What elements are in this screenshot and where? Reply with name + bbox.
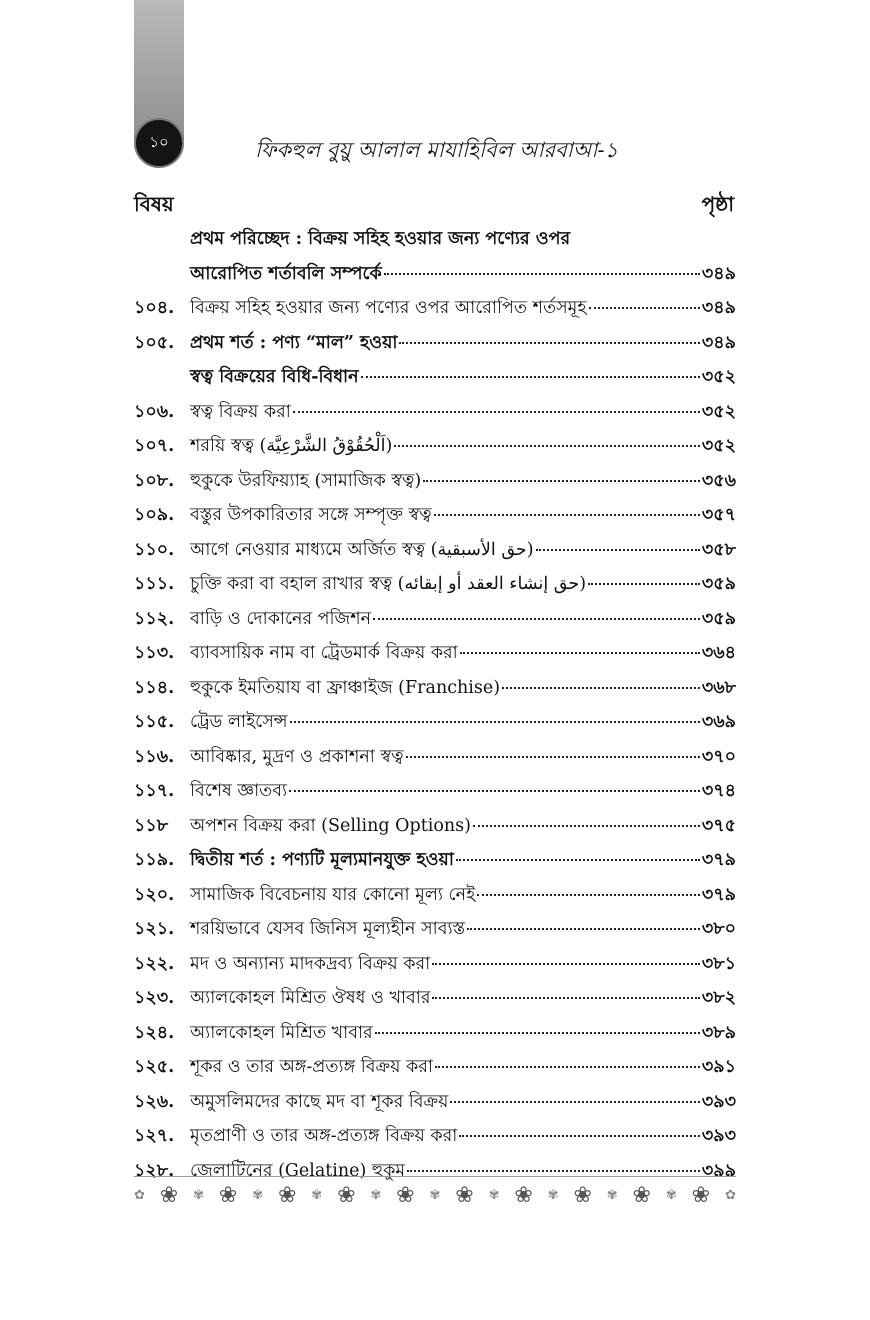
toc-entry-title: ট্রেড লাইসেন্স [190, 712, 288, 732]
toc-leader-dots [435, 1066, 700, 1068]
running-title: ফিকহুল বুয়ু আলাল মাযাহিবিল আরবাআ-১ [255, 138, 619, 162]
toc-row [134, 709, 736, 744]
toc-entry-number: ১০৮. [134, 470, 175, 491]
toc-entry-page: ৩৫৭ [701, 505, 736, 525]
toc-entry-page: ৩৬৪ [701, 643, 736, 663]
toc-row [134, 916, 736, 951]
toc-entry-title: অ্যালকোহল মিশ্রিত ঔষধ ও খাবার [190, 988, 431, 1008]
toc-entry-number: ১১৮ [134, 815, 169, 836]
toc-entry-page: ৩৯৯ [701, 1160, 736, 1181]
toc-entry-title: বিক্রয় সহিহ হওয়ার জন্য পণ্যের ওপর আরোপিত শর্তসমূহ [190, 298, 587, 318]
toc-entry-number: ১১০. [134, 539, 175, 560]
toc-entry-number: ১২০. [134, 884, 175, 905]
toc-row [134, 847, 736, 882]
toc-entry-title: অ্যালকোহল মিশ্রিত খাবার [190, 1022, 373, 1043]
toc-entry-page: ৩৪৯ [701, 263, 736, 284]
toc-leader-dots [290, 721, 700, 723]
toc-entry-page: ৩৫২ [701, 401, 736, 422]
toc-entry-title: বাড়ি ও দোকানের পজিশন [190, 608, 372, 629]
toc-entry-title: স্বত্ব বিক্রয় করা [190, 401, 291, 422]
toc-entry-number: ১০৪. [134, 298, 175, 318]
page-column-heading: পৃষ্ঠা [701, 192, 734, 216]
toc-row [134, 606, 736, 641]
toc-entry-number: ১১৭. [134, 781, 175, 801]
toc-row [134, 951, 736, 986]
toc-entry-title: শরয়িভাবে যেসব জিনিস মূল্যহীন সাব্যস্ত [190, 919, 466, 939]
toc-entry-page: ৩৮১ [701, 953, 736, 974]
toc-entry-page: ৩৯৩ [701, 1091, 736, 1112]
toc-row [134, 330, 736, 365]
table-of-contents [134, 226, 736, 1192]
toc-leader-dots [460, 652, 700, 654]
toc-entry-title: অমুসলিমদের কাছে মদ বা শূকর বিক্রয় [190, 1091, 449, 1112]
toc-row [134, 675, 736, 710]
toc-leader-dots [289, 790, 700, 792]
toc-entry-title: হুকুকে উরফিয়্যাহ (সামাজিক স্বত্ব) [190, 470, 422, 491]
toc-entry-page: ৩৫৯ [701, 574, 736, 594]
toc-entry-page: ৩৮২ [701, 988, 736, 1008]
toc-entry-number: ১২৭. [134, 1126, 175, 1146]
toc-entry-number: ১১২. [134, 608, 175, 629]
toc-leader-dots [406, 756, 700, 758]
toc-entry-page: ৩৪৯ [701, 332, 736, 353]
toc-entry-page: ৩৭৯ [701, 850, 736, 870]
toc-entry-page: ৩৯১ [701, 1057, 736, 1077]
toc-entry-page: ৩৭০ [701, 746, 736, 767]
toc-entry-page: ৩৭৪ [701, 781, 736, 801]
toc-entry-number: ১০৭. [134, 436, 175, 456]
toc-entry-number: ১২১. [134, 919, 175, 939]
toc-entry-number: ১০৯. [134, 505, 175, 525]
toc-entry-title: স্বত্ব বিক্রয়ের বিধি-বিধান [190, 367, 359, 387]
toc-leader-dots [432, 963, 700, 965]
toc-entry-number: ১২৮. [134, 1160, 175, 1181]
toc-entry-title: দ্বিতীয় শর্ত : পণ্যটি মূল্যমানযুক্ত হওয়া [190, 850, 454, 870]
toc-entry-number: ১২৩. [134, 988, 175, 1008]
toc-entry-number: ১০৬. [134, 401, 175, 422]
toc-row [134, 640, 736, 675]
toc-entry-page: ৩৮০ [701, 919, 736, 939]
toc-leader-dots [450, 1101, 699, 1103]
toc-entry-title: বস্তুর উপকারিতার সঙ্গে সম্পৃক্ত স্বত্ব [190, 505, 432, 525]
toc-row [134, 226, 736, 261]
toc-leader-dots [588, 583, 700, 585]
toc-entry-title: জেলাটিনের (Gelatine) হুকুম [190, 1160, 406, 1181]
footer-divider [134, 1176, 736, 1177]
toc-entry-title: শরয়ি স্বত্ব (اَلْحُقُوْقُ الشَّرْعِيَّة) [190, 436, 393, 456]
toc-row [134, 744, 736, 779]
toc-leader-dots [589, 307, 700, 309]
toc-row [134, 364, 736, 399]
flower-ornament-icon: ✿ ❀ ✾ ❀ ✾ ❀ ✾ ❀ ✾ ❀ ✾ ❀ ✾ ❀ ✾ ❀ ✾ ❀ ✾ ❀ ✿ [134, 1182, 736, 1208]
toc-entry-page: ৩৫৮ [701, 539, 736, 560]
toc-row [134, 1020, 736, 1055]
toc-entry-page: ৩৭৫ [701, 815, 736, 836]
toc-leader-dots [361, 376, 700, 378]
toc-row [134, 399, 736, 434]
toc-row [134, 778, 736, 813]
toc-entry-title: আগে নেওয়ার মাধ্যমে অর্জিত স্বত্ব (حق الأسبقية) [190, 539, 534, 560]
toc-leader-dots [373, 618, 700, 620]
toc-entry-page: ৩৭৯ [701, 884, 736, 905]
toc-leader-dots [423, 480, 700, 482]
toc-entry-page: ৩৬৯ [701, 712, 736, 732]
toc-entry-page: ৩৯৩ [701, 1126, 736, 1146]
toc-entry-number: ১২২. [134, 953, 175, 974]
toc-entry-title: আবিষ্কার, মুদ্রণ ও প্রকাশনা স্বত্ব [190, 746, 404, 767]
toc-entry-page: ৩৫৬ [701, 470, 736, 491]
toc-entry-page: ৩৫২ [701, 367, 736, 387]
toc-leader-dots [384, 273, 700, 275]
toc-entry-title: বিশেষ জ্ঞাতব্য [190, 781, 288, 801]
toc-row [134, 502, 736, 537]
subject-column-heading: বিষয় [134, 192, 174, 216]
toc-row [134, 261, 736, 296]
toc-row [134, 468, 736, 503]
toc-leader-dots [434, 514, 700, 516]
toc-entry-number: ১১১. [134, 574, 175, 594]
toc-entry-title: মদ ও অন্যান্য মাদকদ্রব্য বিক্রয় করা [190, 953, 431, 974]
toc-entry-page: ৩৫৯ [701, 608, 736, 629]
toc-entry-title: হুকুকে ইমতিয়ায বা ফ্রাঞ্চাইজ (Franchise) [190, 677, 501, 698]
toc-leader-dots [293, 411, 700, 413]
toc-entry-number: ১২৫. [134, 1057, 175, 1077]
toc-entry-title: অপশন বিক্রয় করা (Selling Options) [190, 815, 471, 836]
toc-row [134, 295, 736, 330]
toc-entry-number: ১১৬. [134, 746, 175, 767]
toc-leader-dots [467, 928, 700, 930]
toc-entry-title: আরোপিত শর্তাবলি সম্পর্কে [190, 263, 382, 284]
toc-entry-number: ১২৪. [134, 1022, 175, 1043]
toc-leader-dots [394, 445, 700, 447]
toc-entry-title: প্রথম শর্ত : পণ্য “মাল” হওয়া [190, 332, 398, 353]
toc-row [134, 571, 736, 606]
toc-entry-number: ১১৫. [134, 712, 175, 732]
toc-row [134, 882, 736, 917]
toc-leader-dots [536, 549, 700, 551]
toc-entry-title: প্রথম পরিচ্ছেদ : বিক্রয় সহিহ হওয়ার জন্য পণ্যের ওপর [190, 229, 571, 249]
toc-entry-title: মৃতপ্রাণী ও তার অঙ্গ-প্রত্যঙ্গ বিক্রয় করা [190, 1126, 458, 1146]
toc-entry-number: ১১৪. [134, 677, 175, 698]
toc-row [134, 1089, 736, 1124]
toc-row [134, 1054, 736, 1089]
toc-entry-page: ৩৪৯ [701, 298, 736, 318]
toc-leader-dots [456, 859, 700, 861]
toc-entry-title: সামাজিক বিবেচনায় যার কোনো মূল্য নেই [190, 884, 476, 905]
toc-entry-title: চুক্তি করা বা বহাল রাখার স্বত্ব (حق إنشاء العقد أو إبقائه) [190, 574, 587, 594]
toc-row [134, 537, 736, 572]
toc-row [134, 985, 736, 1020]
toc-leader-dots [407, 1170, 700, 1172]
toc-row [134, 433, 736, 468]
toc-row [134, 813, 736, 848]
toc-leader-dots [459, 1135, 700, 1137]
toc-entry-page: ৩৬৮ [701, 677, 736, 698]
toc-entry-title: শূকর ও তার অঙ্গ-প্রত্যঙ্গ বিক্রয় করা [190, 1057, 433, 1077]
toc-entry-title: ব্যাবসায়িক নাম বা ট্রেডমার্ক বিক্রয় করা [190, 643, 458, 663]
toc-entry-number: ১১৯. [134, 850, 175, 870]
toc-entry-page: ৩৮৯ [701, 1022, 736, 1043]
toc-leader-dots [473, 825, 700, 827]
toc-leader-dots [477, 894, 700, 896]
toc-leader-dots [432, 997, 699, 999]
toc-leader-dots [502, 687, 700, 689]
page-number-badge: ১০ [134, 118, 184, 168]
toc-leader-dots [399, 342, 699, 344]
toc-row [134, 1123, 736, 1158]
toc-entry-number: ১২৬. [134, 1091, 175, 1112]
toc-entry-number: ১১৩. [134, 643, 175, 663]
toc-leader-dots [375, 1032, 700, 1034]
toc-entry-number: ১০৫. [134, 332, 175, 353]
toc-entry-page: ৩৫২ [701, 436, 736, 456]
